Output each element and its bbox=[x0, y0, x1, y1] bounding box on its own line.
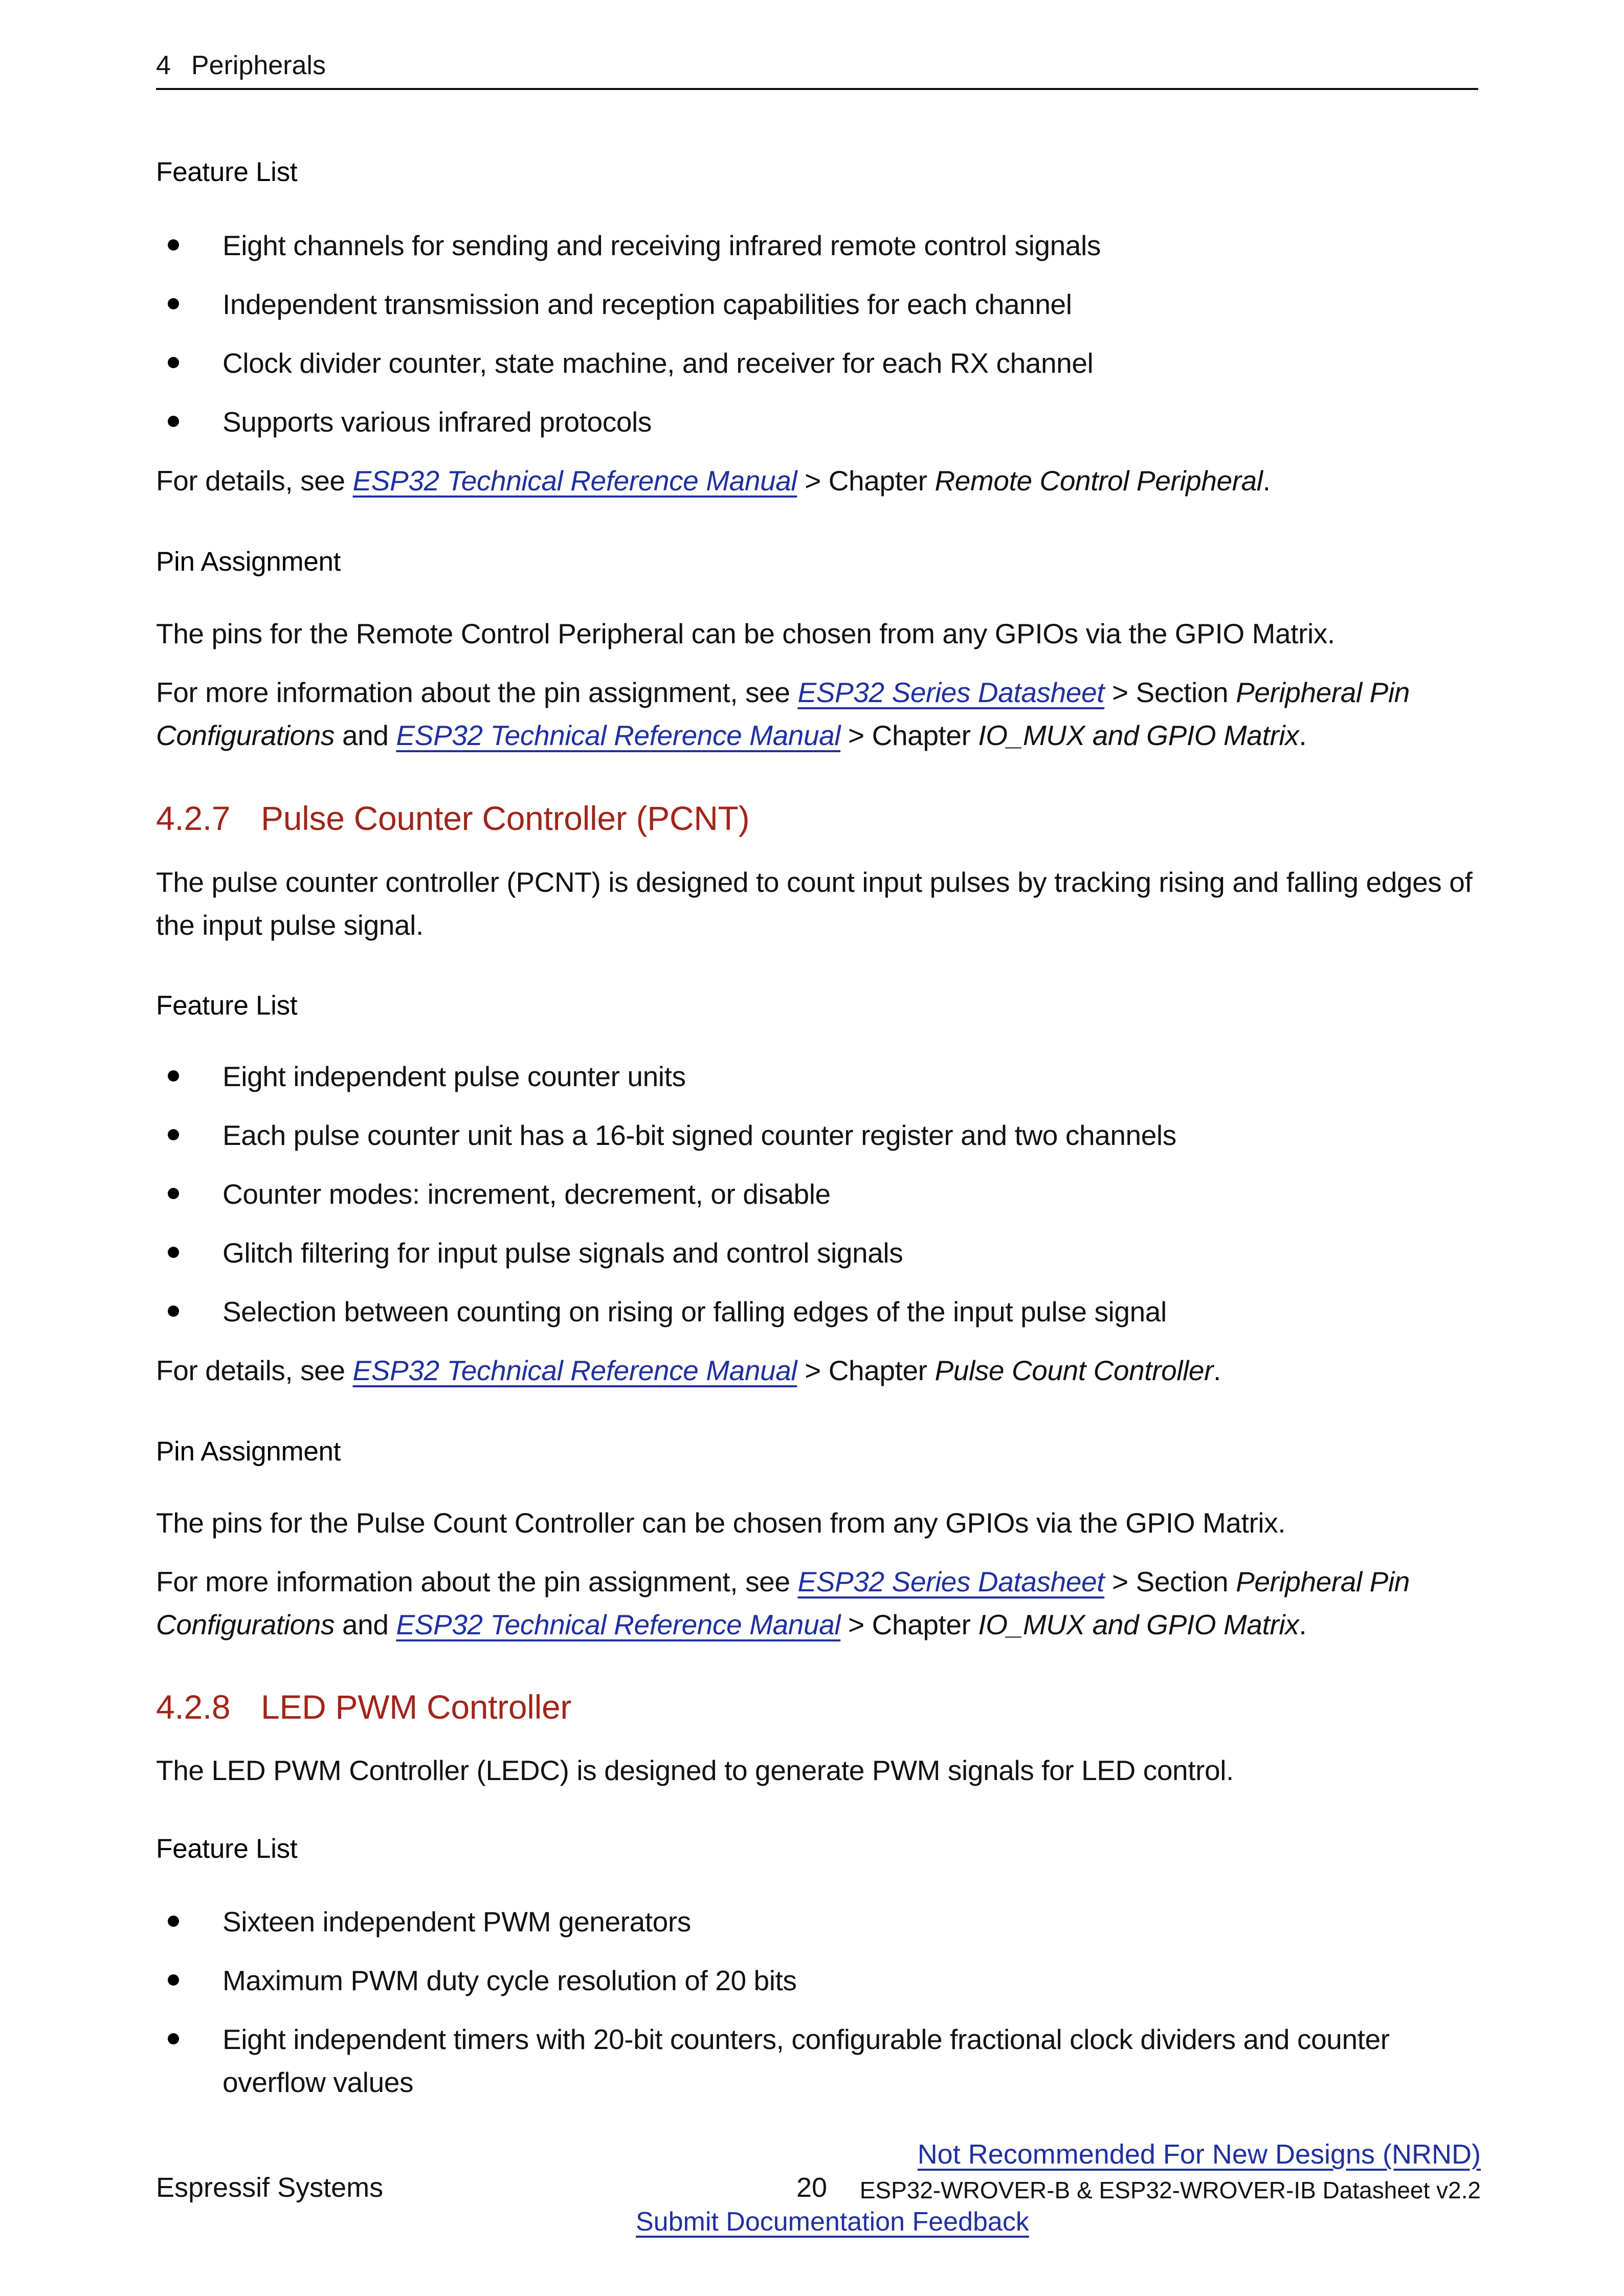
chapter-title: Peripherals bbox=[191, 51, 326, 80]
list-item: Glitch filtering for input pulse signals and control signals bbox=[197, 1231, 1476, 1274]
company-name: Espressif Systems bbox=[156, 2172, 384, 2203]
submit-feedback-link[interactable]: Submit Documentation Feedback bbox=[636, 2207, 1029, 2237]
bullet-icon bbox=[168, 1974, 179, 1986]
list-item: Eight channels for sending and receiving infrared remote control signals bbox=[197, 224, 1476, 267]
running-header bbox=[156, 50, 1478, 90]
chapter-number: 4 bbox=[156, 51, 171, 80]
pin-paragraph: The pins for the Remote Control Peripheral can be chosen from any GPIOs via the GPIO Matrix. bbox=[156, 618, 1335, 649]
section-title: LED PWM Controller bbox=[261, 1688, 572, 1726]
bullet-icon bbox=[168, 357, 179, 368]
pcnt-intro: The pulse counter controller (PCNT) is designed to count input pulses by tracking rising and falling edges of the input pulse signal. bbox=[156, 866, 1473, 941]
list-item: Maximum PWM duty cycle resolution of 20 bits bbox=[197, 1959, 1476, 2002]
list-item: Clock divider counter, state machine, and receiver for each RX channel bbox=[197, 342, 1476, 385]
list-item: Each pulse counter unit has a 16-bit signed counter register and two channels bbox=[197, 1114, 1476, 1157]
ledc-intro: The LED PWM Controller (LEDC) is designed to generate PWM signals for LED control. bbox=[156, 1754, 1234, 1786]
document-title: ESP32-WROVER-B & ESP32-WROVER-IB Datasheet v2.2 bbox=[859, 2177, 1481, 2203]
bullet-icon bbox=[168, 1916, 179, 1927]
bullet-icon bbox=[168, 1129, 179, 1140]
bullet-icon bbox=[168, 298, 179, 309]
bullet-icon bbox=[168, 239, 179, 251]
list-item: Supports various infrared protocols bbox=[197, 400, 1476, 443]
bullet-icon bbox=[168, 2033, 179, 2044]
bullet-icon bbox=[168, 1305, 179, 1317]
pin-assignment-heading: Pin Assignment bbox=[156, 1436, 341, 1467]
pin-paragraph: The pins for the Pulse Count Controller can be chosen from any GPIOs via the GPIO Matrix. bbox=[156, 1507, 1286, 1539]
datasheet-link[interactable]: ESP32 Series Datasheet bbox=[797, 677, 1105, 708]
section-title: Pulse Counter Controller (PCNT) bbox=[261, 799, 750, 837]
page-footer bbox=[156, 2127, 1481, 2260]
trm-link[interactable]: ESP32 Technical Reference Manual bbox=[396, 1609, 841, 1640]
bullet-icon bbox=[168, 1188, 179, 1199]
details-paragraph: For details, see ESP32 Technical Reference Manual > Chapter Remote Control Peripheral. bbox=[156, 465, 1271, 497]
pin-more-paragraph: For more information about the pin assignment, see ESP32 Series Datasheet > Section Peripheral Pin Configurations and ESP32 Technical Reference Manual > Chapter IO_MUX and GPIO Matrix. bbox=[156, 1566, 1410, 1640]
feature-list-heading: Feature List bbox=[156, 157, 298, 187]
pin-assignment-heading: Pin Assignment bbox=[156, 547, 341, 577]
bullet-icon bbox=[168, 1247, 179, 1258]
feature-list-heading: Feature List bbox=[156, 991, 298, 1021]
section-heading-pcnt bbox=[156, 799, 749, 838]
bullet-icon bbox=[168, 1070, 179, 1082]
pin-more-paragraph: For more information about the pin assignment, see ESP32 Series Datasheet > Section Peripheral Pin Configurations and ESP32 Technical Reference Manual > Chapter IO_MUX and GPIO Matrix. bbox=[156, 677, 1410, 751]
section-number: 4.2.7 bbox=[156, 799, 231, 837]
feature-list-heading: Feature List bbox=[156, 1834, 298, 1864]
details-paragraph: For details, see ESP32 Technical Reference Manual > Chapter Pulse Count Controller. bbox=[156, 1355, 1221, 1386]
datasheet-link[interactable]: ESP32 Series Datasheet bbox=[797, 1566, 1105, 1597]
trm-link[interactable]: ESP32 Technical Reference Manual bbox=[352, 465, 797, 497]
list-item: Independent transmission and reception capabilities for each channel bbox=[197, 283, 1476, 326]
list-item: Selection between counting on rising or falling edges of the input pulse signal bbox=[197, 1290, 1476, 1333]
list-item: Eight independent timers with 20-bit counters, configurable fractional clock dividers and counter overflow values bbox=[197, 2018, 1465, 2104]
section-heading-ledc bbox=[156, 1687, 571, 1726]
trm-link[interactable]: ESP32 Technical Reference Manual bbox=[396, 719, 841, 751]
list-item: Counter modes: increment, decrement, or disable bbox=[197, 1173, 1476, 1215]
page-number: 20 bbox=[796, 2172, 828, 2203]
bullet-icon bbox=[168, 416, 179, 427]
section-number: 4.2.8 bbox=[156, 1688, 231, 1726]
nrnd-link[interactable]: Not Recommended For New Designs (NRND) bbox=[917, 2139, 1481, 2170]
list-item: Eight independent pulse counter units bbox=[197, 1055, 1476, 1098]
trm-link[interactable]: ESP32 Technical Reference Manual bbox=[352, 1355, 797, 1386]
list-item: Sixteen independent PWM generators bbox=[197, 1900, 1476, 1943]
